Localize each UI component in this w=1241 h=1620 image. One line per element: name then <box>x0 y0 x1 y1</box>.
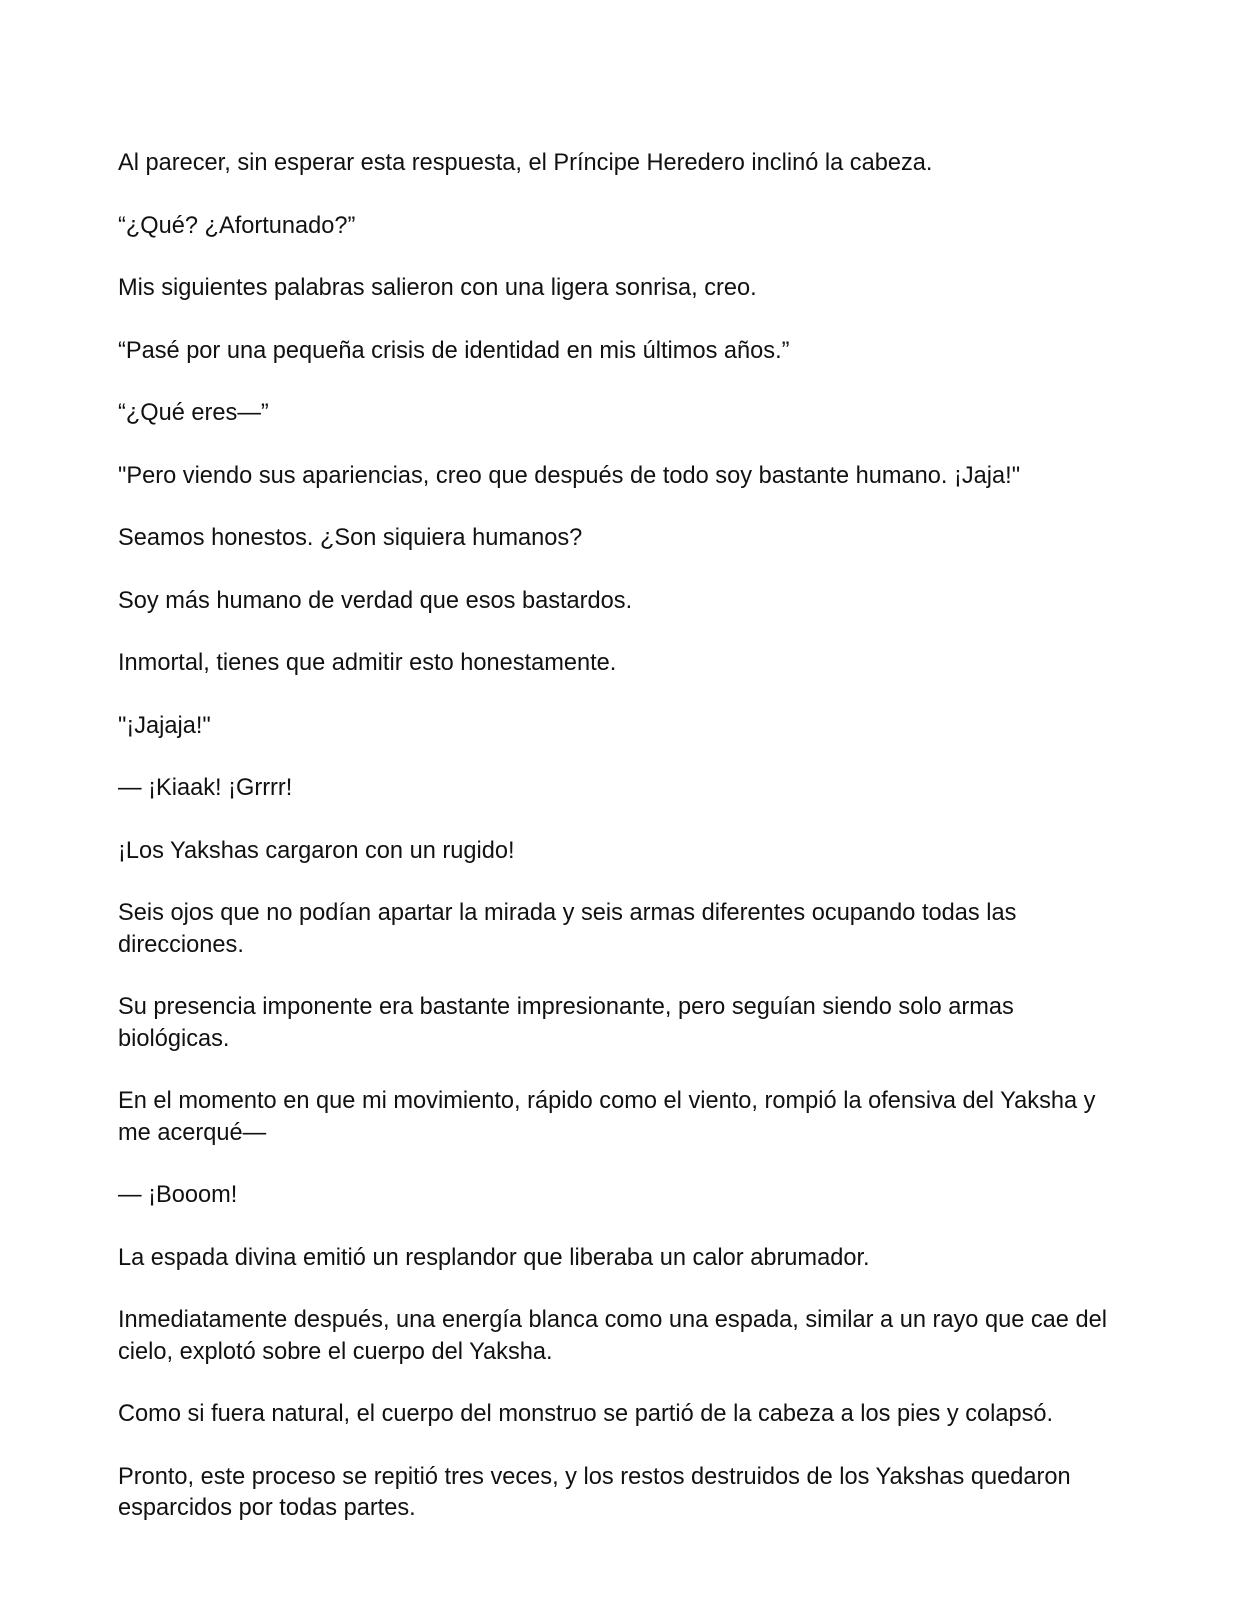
paragraph: — ¡Kiaak! ¡Grrrr! <box>118 775 293 801</box>
paragraph: Seis ojos que no podían apartar la mirada y seis armas diferentes ocupando todas las direcciones. <box>118 900 1017 958</box>
document-body <box>118 148 1128 1556</box>
paragraph: Al parecer, sin esperar esta respuesta, el Príncipe Heredero inclinó la cabeza. <box>118 150 933 176</box>
paragraph: Como si fuera natural, el cuerpo del monstruo se partió de la cabeza a los pies y colapsó. <box>118 1401 1054 1427</box>
paragraph: "Pero viendo sus apariencias, creo que después de todo soy bastante humano. ¡Jaja!" <box>118 462 1021 489</box>
paragraph: Inmediatamente después, una energía blanca como una espada, similar a un rayo que cae del cielo, explotó sobre el cuerpo del Yaksha. <box>118 1307 1107 1365</box>
paragraph: Inmortal, tienes que admitir esto honestamente. <box>118 650 617 676</box>
paragraph: “¿Qué eres—” <box>118 400 269 426</box>
paragraph: — ¡Booom! <box>118 1182 238 1208</box>
paragraph: En el momento en que mi movimiento, rápido como el viento, rompió la ofensiva del Yaksha y me acerqué— <box>118 1088 1096 1146</box>
paragraph: Mis siguientes palabras salieron con una ligera sonrisa, creo. <box>118 275 757 301</box>
paragraph: “Pasé por una pequeña crisis de identidad en mis últimos años.” <box>118 337 790 364</box>
paragraph: “¿Qué? ¿Afortunado?” <box>118 212 356 239</box>
paragraph: Seamos honestos. ¿Son siquiera humanos? <box>118 525 583 551</box>
paragraph: Pronto, este proceso se repitió tres veces, y los restos destruidos de los Yakshas quedaron esparcidos por todas partes. <box>118 1463 1071 1521</box>
paragraph: "¡Jajaja!" <box>118 712 211 739</box>
paragraph: Su presencia imponente era bastante impresionante, pero seguían siendo solo armas biológicas. <box>118 994 1014 1052</box>
paragraph: La espada divina emitió un resplandor que liberaba un calor abrumador. <box>118 1244 870 1271</box>
paragraph: Soy más humano de verdad que esos bastardos. <box>118 587 633 614</box>
paragraph: ¡Los Yakshas cargaron con un rugido! <box>118 837 515 864</box>
